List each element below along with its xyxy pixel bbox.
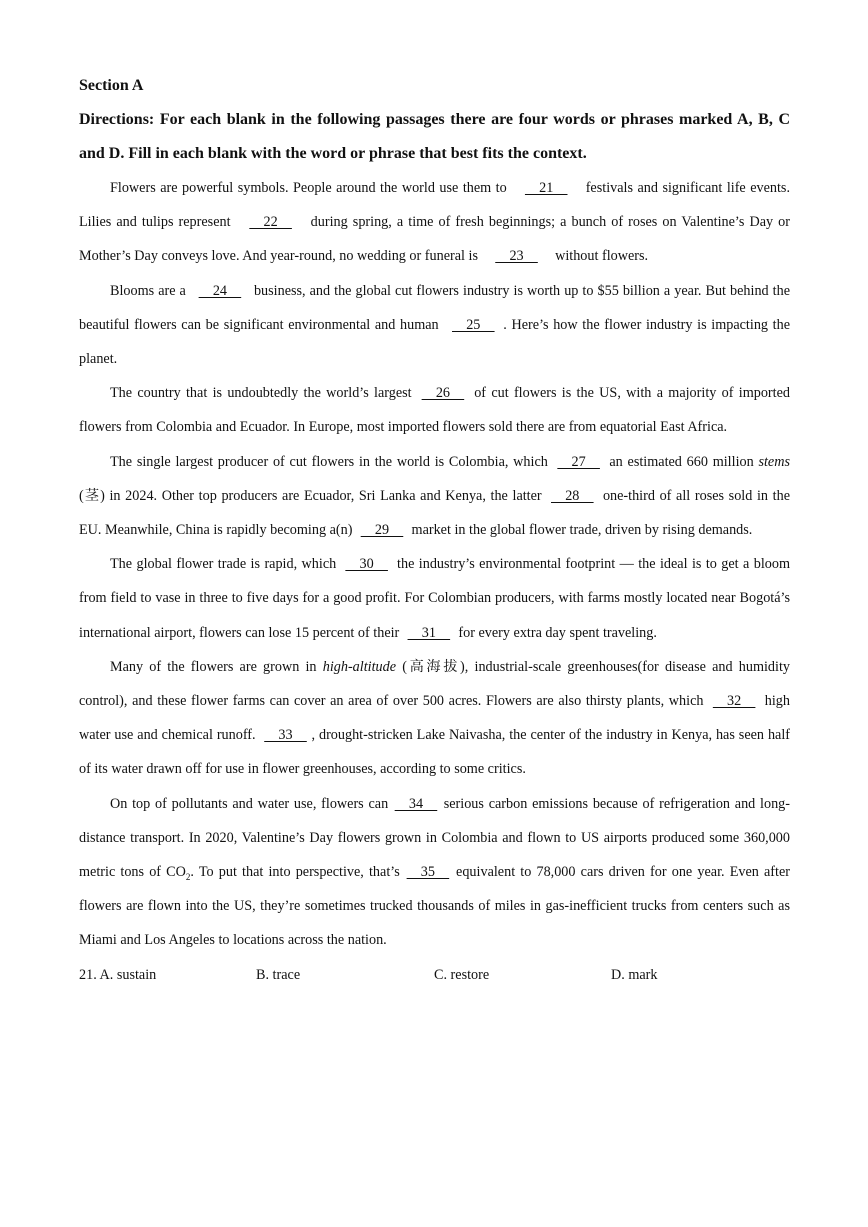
text: high water use and chemical runoff. <box>79 693 790 744</box>
blank-31[interactable]: 31 <box>407 624 451 641</box>
text: market in the global flower trade, driven by rising demands. <box>407 522 753 539</box>
text: of cut flowers is the US, with a majority of imported flowers from Colombia and Ecuador. In Europe, most imported flowers sold there are from equatorial East Africa. <box>79 385 790 436</box>
paragraph-6 <box>79 650 790 787</box>
text: during spring, a time of fresh beginnings; a bunch of roses on Valentine’s Day or Mother’s Day conveys love. And year-round, no wedding or funeral is <box>79 214 790 265</box>
text: an estimated 660 million <box>604 453 759 470</box>
text: equivalent to 78,000 cars driven for one year. Even after flowers are flown into the US, they’re sometimes trucked thousands of miles in gas-inefficient trucks from centers such as Miami and Los Angeles to locations across the nation. <box>79 864 790 949</box>
blank-26[interactable]: 26 <box>421 385 465 402</box>
blank-28[interactable]: 28 <box>551 487 594 504</box>
stems-term: stems <box>758 453 790 470</box>
text: (高海拔), industrial-scale greenhouses(for disease and humidity control), and these flower farms can cover an area of over 500 acres. Flowers are also thirsty plants, which <box>79 658 791 710</box>
text: . To put that into perspective, that’s <box>190 864 405 881</box>
paragraph-3 <box>79 376 790 444</box>
directions: Directions: For each blank in the following passages there are four words or phrases marked A, B, C and D. Fill in each blank with the word or phrase that best fits the context. <box>79 111 790 162</box>
option-a[interactable]: 21. A. sustain <box>79 966 157 983</box>
blank-30[interactable]: 30 <box>345 556 388 573</box>
paragraph-1 <box>79 171 790 274</box>
text: . Here’s how the flower industry is impacting the planet. <box>79 316 790 368</box>
blank-25[interactable]: 25 <box>452 316 495 333</box>
blank-24[interactable]: 24 <box>198 282 242 299</box>
text: the industry’s environmental footprint — the ideal is to get a bloom from field to vase in three to five days for a good profit. For Colombian producers, with farms mostly located near Bogotá’s international airport, flowers can lose 15 percent of their <box>79 556 790 641</box>
text: (茎) in 2024. Other top producers are Ecuador, Sri Lanka and Kenya, the latter <box>79 487 547 504</box>
section-title: Section A <box>79 77 144 94</box>
text: The single largest producer of cut flowers in the world is Colombia, which <box>110 453 553 470</box>
question-21-options <box>79 958 790 992</box>
text: Flowers are powerful symbols. People around the world use them to <box>110 180 512 196</box>
text: , drought-stricken Lake Naivasha, the center of the industry in Kenya, has seen half of its water drawn off for use in flower greenhouses, according to some critics. <box>79 727 790 778</box>
option-b[interactable]: B. trace <box>256 966 301 983</box>
blank-35[interactable]: 35 <box>406 864 450 881</box>
blank-22[interactable]: 22 <box>249 214 292 231</box>
blank-34[interactable]: 34 <box>394 795 438 812</box>
option-d[interactable]: D. mark <box>611 966 658 983</box>
subscript-2: 2 <box>185 871 191 882</box>
text: business, and the global cut flowers industry is worth up to $55 billion a year. But behind the beautiful flowers can be significant environmental and human <box>79 282 791 333</box>
blank-29[interactable]: 29 <box>360 522 404 539</box>
text: The country that is undoubtedly the world’s largest <box>110 385 417 402</box>
paragraph-5 <box>79 547 790 650</box>
text: festivals and significant life events. Lilies and tulips represent <box>79 180 790 231</box>
text: The global flower trade is rapid, which <box>110 556 341 573</box>
blank-21[interactable]: 21 <box>524 180 568 196</box>
paragraph-2 <box>79 274 790 377</box>
option-c[interactable]: C. restore <box>434 966 490 983</box>
blank-23[interactable]: 23 <box>495 248 538 265</box>
paragraph-7 <box>79 787 790 958</box>
text: Blooms are a <box>110 282 190 299</box>
text: On top of pollutants and water use, flowers can <box>110 795 393 812</box>
paragraph-4 <box>79 445 790 548</box>
blank-27[interactable]: 27 <box>557 453 600 470</box>
text: serious carbon emissions because of refrigeration and long-distance transport. In 2020, Valentine’s Day flowers grown in Colombia and flown to US airports produced some 360,000 metric tons of CO <box>79 795 790 881</box>
high-altitude-term: high-altitude <box>322 658 397 675</box>
text: without flowers. <box>551 248 649 265</box>
blank-33[interactable]: 33 <box>264 727 307 744</box>
text: one-third of all roses sold in the EU. Meanwhile, China is rapidly becoming a(n) <box>79 487 790 539</box>
text: for every extra day spent traveling. <box>454 624 657 641</box>
blank-32[interactable]: 32 <box>712 693 756 710</box>
text: Many of the flowers are grown in <box>110 658 323 675</box>
